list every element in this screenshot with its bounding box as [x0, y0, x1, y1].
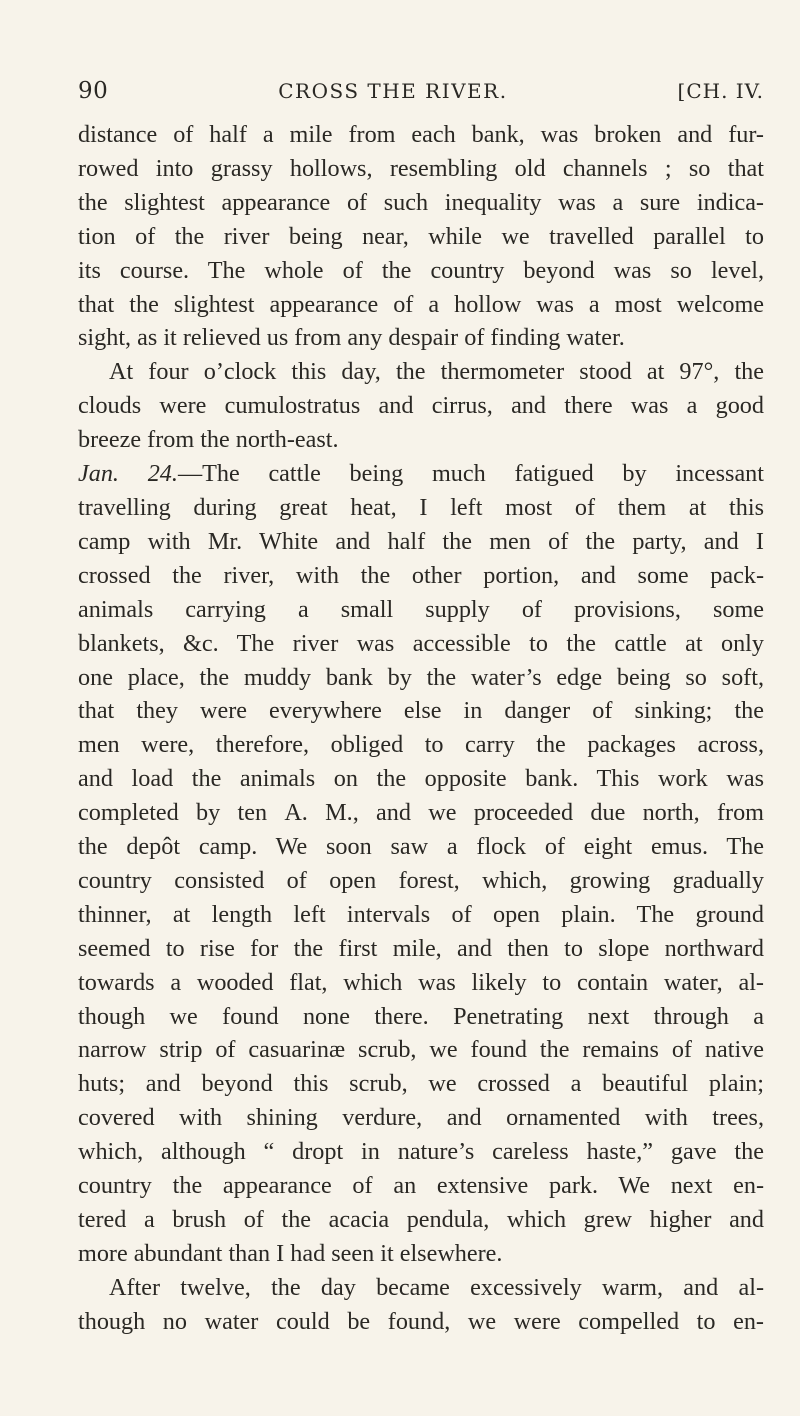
text-line: travelling during great heat, I left most of them at this	[78, 493, 764, 521]
running-header	[78, 78, 764, 104]
text-line: narrow strip of casuarinæ scrub, we found the remains of native	[78, 1036, 764, 1064]
book-page	[78, 78, 764, 1339]
text-line: country consisted of open forest, which, growing gradually	[78, 866, 764, 894]
text-line: the depôt camp. We soon saw a flock of eight emus. The	[78, 833, 764, 861]
body-text	[78, 118, 764, 1339]
text-line: tion of the river being near, while we travelled parallel to	[78, 222, 764, 250]
text-line: the slightest appearance of such inequality was a sure indica-	[78, 188, 764, 216]
text-line: though no water could be found, we were compelled to en-	[78, 1307, 764, 1335]
text-line: seemed to rise for the first mile, and then to slope northward	[78, 934, 764, 962]
text-line: country the appearance of an extensive park. We next en-	[78, 1172, 764, 1200]
text-line: and load the animals on the opposite bank. This work was	[78, 765, 764, 793]
text-line: sight, as it relieved us from any despair of finding water.	[78, 324, 625, 352]
date-label: Jan. 24.	[78, 460, 178, 488]
page-number: 90	[78, 78, 109, 104]
text-line: animals carrying a small supply of provisions, some	[78, 595, 764, 623]
running-title: CROSS THE RIVER.	[278, 79, 508, 103]
text-line: that the slightest appearance of a hollow was a most welcome	[78, 290, 764, 318]
text-line: huts; and beyond this scrub, we crossed a beautiful plain;	[78, 1070, 764, 1098]
text-line: more abundant than I had seen it elsewhere.	[78, 1239, 503, 1267]
text-line: thinner, at length left intervals of open plain. The ground	[78, 900, 764, 928]
time-abbrev: A. M.	[284, 799, 353, 827]
text-line: though we found none there. Penetrating next through a	[78, 1002, 764, 1030]
text-line: distance of half a mile from each bank, was broken and fur-	[78, 121, 764, 148]
text-line: camp with Mr. White and half the men of the party, and I	[78, 527, 764, 555]
text-line: rowed into grassy hollows, resembling old channels ; so that	[78, 154, 764, 182]
text-line: which, although “ dropt in nature’s careless haste,” gave the	[78, 1138, 764, 1166]
text-line: After twelve, the day became excessively warm, and al-	[109, 1273, 764, 1301]
text-line: towards a wooded flat, which was likely to contain water, al-	[78, 968, 764, 996]
text-line: breeze from the north-east.	[78, 426, 339, 454]
text-line: completed by ten A. M., and we proceeded due north, from	[78, 799, 764, 827]
text-line: covered with shining verdure, and ornamented with trees,	[78, 1104, 764, 1132]
text-line: clouds were cumulostratus and cirrus, and there was a good	[78, 392, 764, 420]
text-line: Jan. 24.—The cattle being much fatigued by incessant	[78, 460, 764, 488]
text-line: tered a brush of the acacia pendula, which grew higher and	[78, 1206, 764, 1233]
text-line: its course. The whole of the country beyond was so level,	[78, 256, 764, 284]
chapter-label: [CH. IV.	[677, 79, 764, 103]
text-line: men were, therefore, obliged to carry the packages across,	[78, 731, 764, 759]
text-line: one place, the muddy bank by the water’s edge being so soft,	[78, 663, 764, 691]
text-line: that they were everywhere else in danger of sinking; the	[78, 697, 764, 725]
text-line: At four o’clock this day, the thermometer stood at 97°, the	[109, 358, 764, 386]
text-line: blankets, &c. The river was accessible to the cattle at only	[78, 629, 764, 657]
text-line: crossed the river, with the other portion, and some pack-	[78, 561, 764, 589]
